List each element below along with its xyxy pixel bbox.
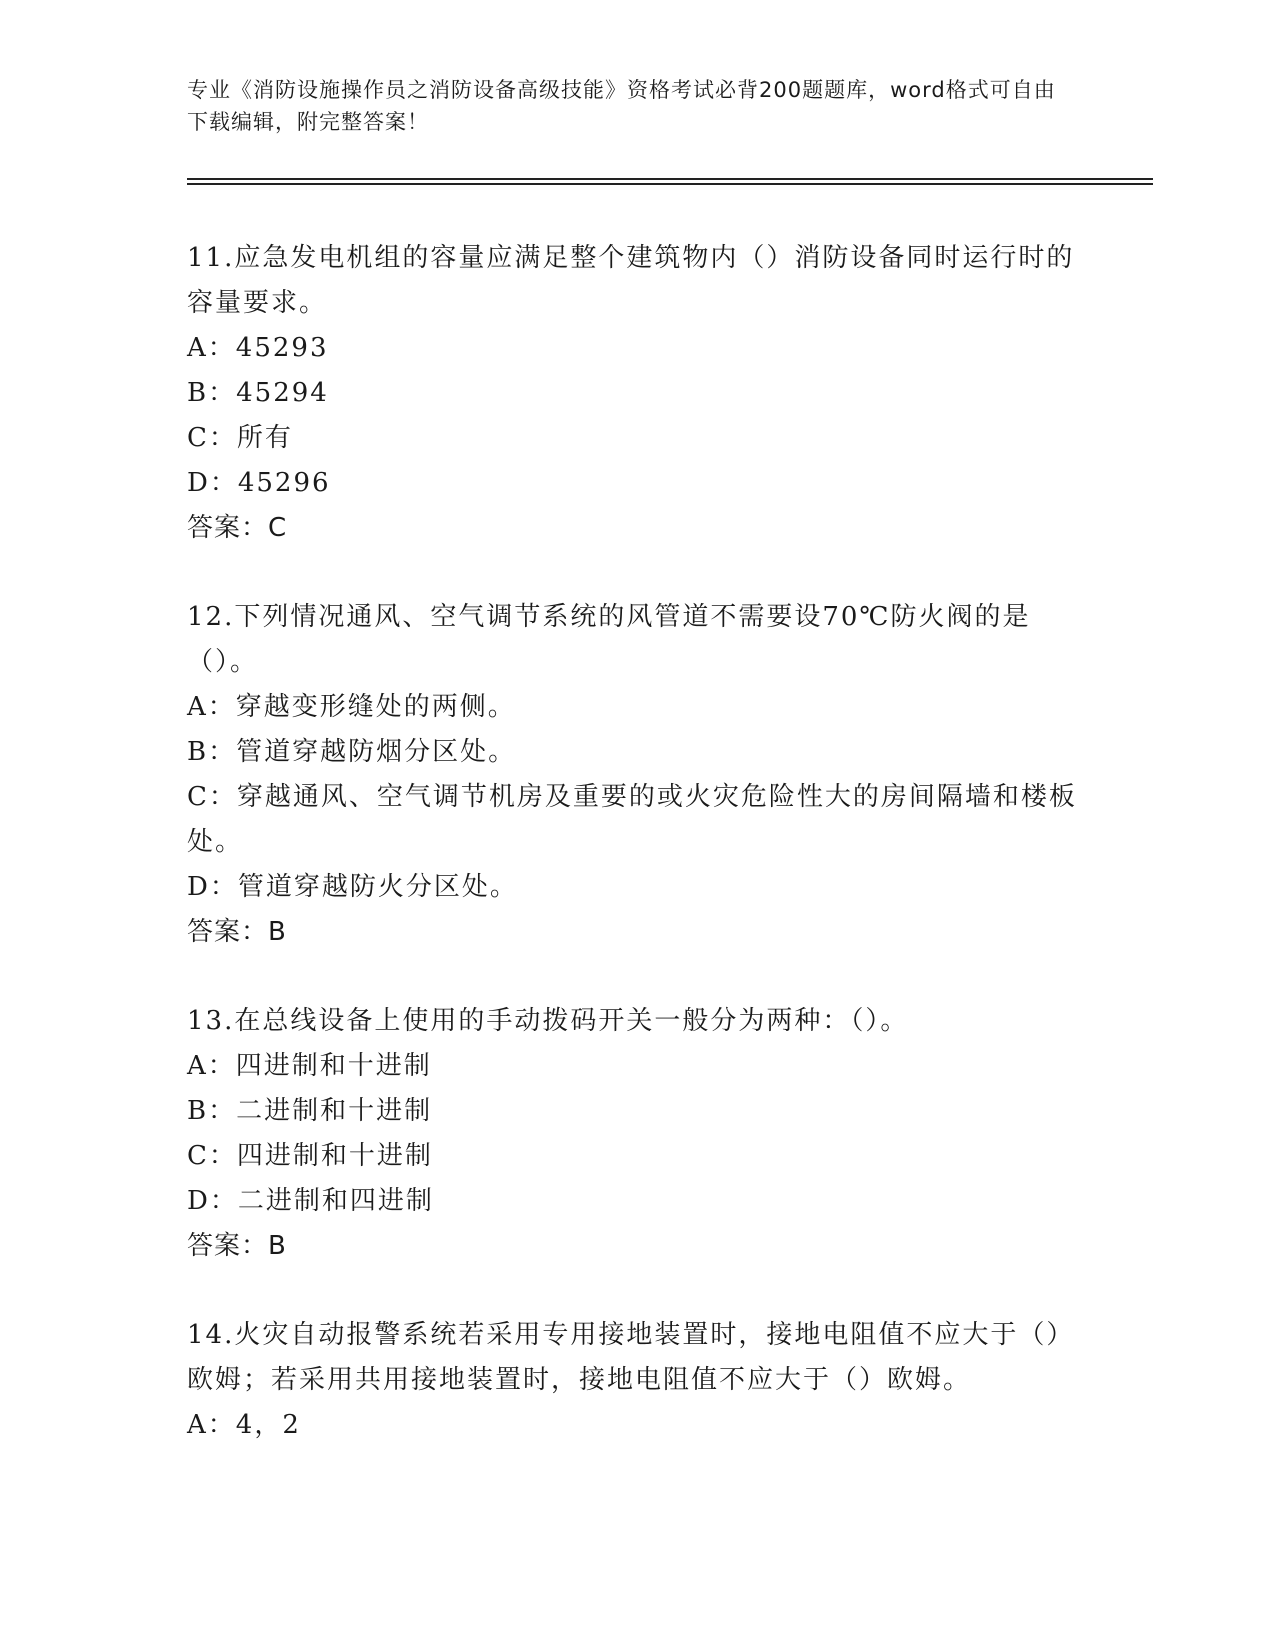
document-header: 专业《消防设施操作员之消防设备高级技能》资格考试必背200题题库，word格式可自由下载编辑，附完整答案！ <box>187 78 1056 134</box>
question-13 <box>187 999 1087 1269</box>
option-a: A：穿越变形缝处的两侧。 <box>187 692 516 722</box>
option-c: C：四进制和十进制 <box>187 1141 433 1171</box>
option-d: D：45296 <box>187 468 331 498</box>
question-stem: 12.下列情况通风、空气调节系统的风管道不需要设70℃防火阀的是（）。 <box>187 602 1031 677</box>
answer: 答案：B <box>187 1231 287 1261</box>
option-d: D：二进制和四进制 <box>187 1186 434 1216</box>
option-a: A：四进制和十进制 <box>187 1051 432 1081</box>
answer: 答案：B <box>187 917 287 947</box>
question-stem: 13.在总线设备上使用的手动拨码开关一般分为两种：（）。 <box>187 1006 909 1036</box>
question-14 <box>187 1313 1087 1448</box>
option-a: A：45293 <box>187 333 329 363</box>
question-12 <box>187 595 1087 955</box>
question-list <box>187 236 1087 1492</box>
header-divider-bottom <box>187 183 1153 185</box>
option-a: A：4，2 <box>187 1410 301 1440</box>
option-c: C：所有 <box>187 423 293 453</box>
answer: 答案：C <box>187 513 288 543</box>
question-stem: 14.火灾自动报警系统若采用专用接地装置时，接地电阻值不应大于（）欧姆；若采用共用接地装置时，接地电阻值不应大于（）欧姆。 <box>187 1320 1075 1395</box>
option-b: B：二进制和十进制 <box>187 1096 433 1126</box>
question-stem: 11.应急发电机组的容量应满足整个建筑物内（）消防设备同时运行时的容量要求。 <box>187 243 1075 318</box>
option-c: C：穿越通风、空气调节机房及重要的或火灾危险性大的房间隔墙和楼板处。 <box>187 782 1077 857</box>
header-divider-top <box>187 178 1153 180</box>
question-11 <box>187 236 1087 551</box>
option-d: D：管道穿越防火分区处。 <box>187 872 518 902</box>
option-b: B：管道穿越防烟分区处。 <box>187 737 517 767</box>
option-b: B：45294 <box>187 378 329 408</box>
